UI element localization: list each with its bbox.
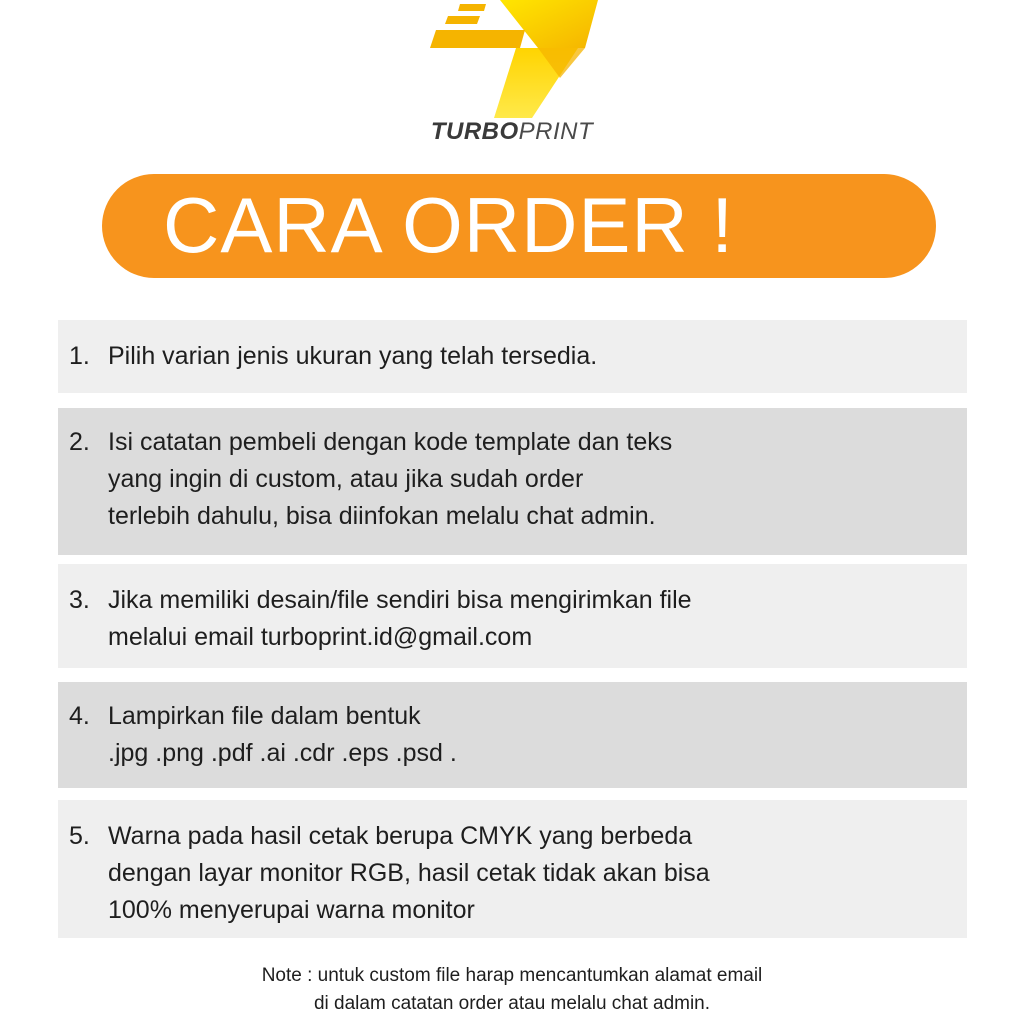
step-number: 5. — [69, 822, 90, 850]
step-text: yang ingin di custom, atau jika sudah order — [108, 465, 584, 493]
step-number: 2. — [69, 428, 90, 456]
brand-name-light: PRINT — [518, 118, 594, 145]
step-text: melalui email turboprint.id@gmail.com — [108, 623, 533, 651]
step-text: Jika memiliki desain/file sendiri bisa mengirimkan file — [108, 586, 692, 614]
step-number: 3. — [69, 586, 90, 614]
step-1 — [58, 320, 967, 393]
step-text: Pilih varian jenis ukuran yang telah tersedia. — [108, 342, 598, 370]
note-line: di dalam catatan order atau melalu chat admin. — [313, 993, 711, 1014]
brand-header — [0, 0, 1024, 160]
step-2 — [58, 408, 967, 555]
brand-wordmark — [0, 118, 1024, 146]
step-5 — [58, 800, 967, 938]
step-text: Warna pada hasil cetak berupa CMYK yang berbeda — [108, 822, 693, 850]
step-number: 4. — [69, 702, 90, 730]
step-text: dengan layar monitor RGB, hasil cetak tidak akan bisa — [108, 859, 710, 887]
brand-name-bold: TURBO — [430, 118, 519, 145]
step-text: .jpg .png .pdf .ai .cdr .eps .psd . — [108, 739, 457, 767]
step-3 — [58, 564, 967, 668]
step-text: terlebih dahulu, bisa diinfokan melalu chat admin. — [108, 502, 656, 530]
footer-note — [0, 962, 1024, 1018]
step-text: Lampirkan file dalam bentuk — [108, 702, 421, 730]
step-4 — [58, 682, 967, 788]
page-title: CARA ORDER ! — [163, 181, 735, 269]
note-line: Note : untuk custom file harap mencantumkan alamat email — [261, 965, 763, 986]
step-number: 1. — [69, 342, 90, 370]
step-text: 100% menyerupai warna monitor — [108, 896, 475, 924]
lightning-t-logo-icon — [420, 0, 610, 120]
step-text: Isi catatan pembeli dengan kode template dan teks — [108, 428, 673, 456]
